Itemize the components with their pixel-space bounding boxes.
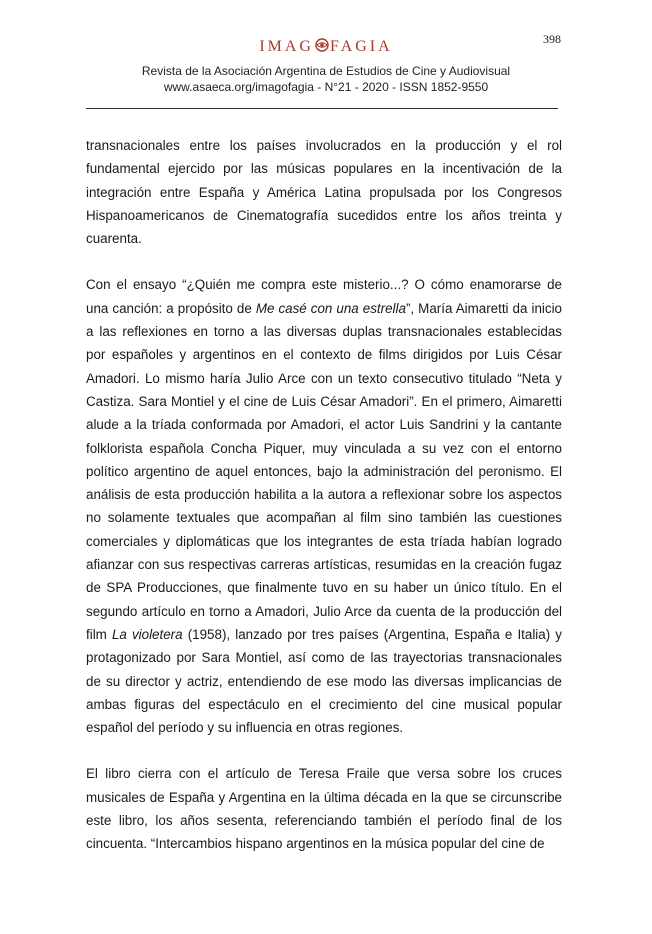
page-number: 398 xyxy=(543,32,561,46)
paragraph-2-text-c: (1958), lanzado por tres países (Argentina, España e Italia) y protagonizado por Sara Montiel, así como de las trayectorias transnacionales de su director y actriz, entendiendo de ese modo las diversas implicancias de ambas figuras del espectáculo en el crecimiento del cine musical popular español del período y su influencia en otras regiones. xyxy=(86,626,562,736)
publication-info: www.asaeca.org/imagofagia - N°21 - 2020 - ISSN 1852-9550 xyxy=(163,80,489,94)
header-divider xyxy=(86,108,558,109)
paragraph-2-text-b: ”, María Aimaretti da inicio a las reflexiones en torno a las diversas duplas transnacionales establecidas por españoles y argentinos en el contexto de films dirigidos por Luis César Amadori. Lo mismo haría Julio Arce con un texto consecutivo titulado “Neta y Castiza. Sara Montiel y el cine de Luis César Amadori”. En el primero, Aimaretti alude a la tríada conformada por Amadori, el actor Luis Sandrini y la cantante folklorista española Concha Piquer, muy vinculada a su vez con el entorno político argentino de aquel entonces, bajo la administración del peronismo. El análisis de esta producción habilita a la autora a reflexionar sobre los aspectos no solamente textuales que acompañan al film sino también las cuestiones comerciales y diplomáticas que los integrantes de esta tríada habían logrado afianzar con sus respectivas carreras artísticas, resumidas en la creación fugaz de SPA Producciones, que finalmente tuvo en su haber un único título. En el segundo artículo en torno a Amadori, Julio Arce da cuenta de la producción del film xyxy=(86,300,562,642)
journal-subtitle: Revista de la Asociación Argentina de Estudios de Cine y Audiovisual xyxy=(141,64,511,78)
article-body xyxy=(86,134,562,879)
logo-eye-icon xyxy=(315,38,329,52)
journal-logo xyxy=(0,38,652,56)
logo-text-left: IMAG xyxy=(259,38,314,55)
paragraph-1: transnacionales entre los países involucrados en la producción y el rol fundamental ejercido por las músicas populares en la incentivación de la integración entre España y América Latina propulsada por los Congresos Hispanoamericanos de Cinematografía sucedidos entre los años treinta y cuarenta. xyxy=(86,138,562,247)
film-title-me-case: Me casé con una estrella xyxy=(255,300,406,316)
paragraph-3: El libro cierra con el artículo de Teresa Fraile que versa sobre los cruces musicales de España y Argentina en la última década en la que se circunscribe este libro, los años sesenta, referenciando también el período final de los cincuenta. “Intercambios hispano argentinos en la música popular del cine de xyxy=(86,766,562,852)
paragraph-2-text-a: Con el ensayo “¿Quién me compra este misterio...? O cómo enamorarse de una canción: a propósito de xyxy=(86,277,562,316)
logo-text-right: FAGIA xyxy=(329,38,393,55)
paragraph-2 xyxy=(86,273,562,739)
film-title-la-violetera: La violetera xyxy=(111,626,183,642)
